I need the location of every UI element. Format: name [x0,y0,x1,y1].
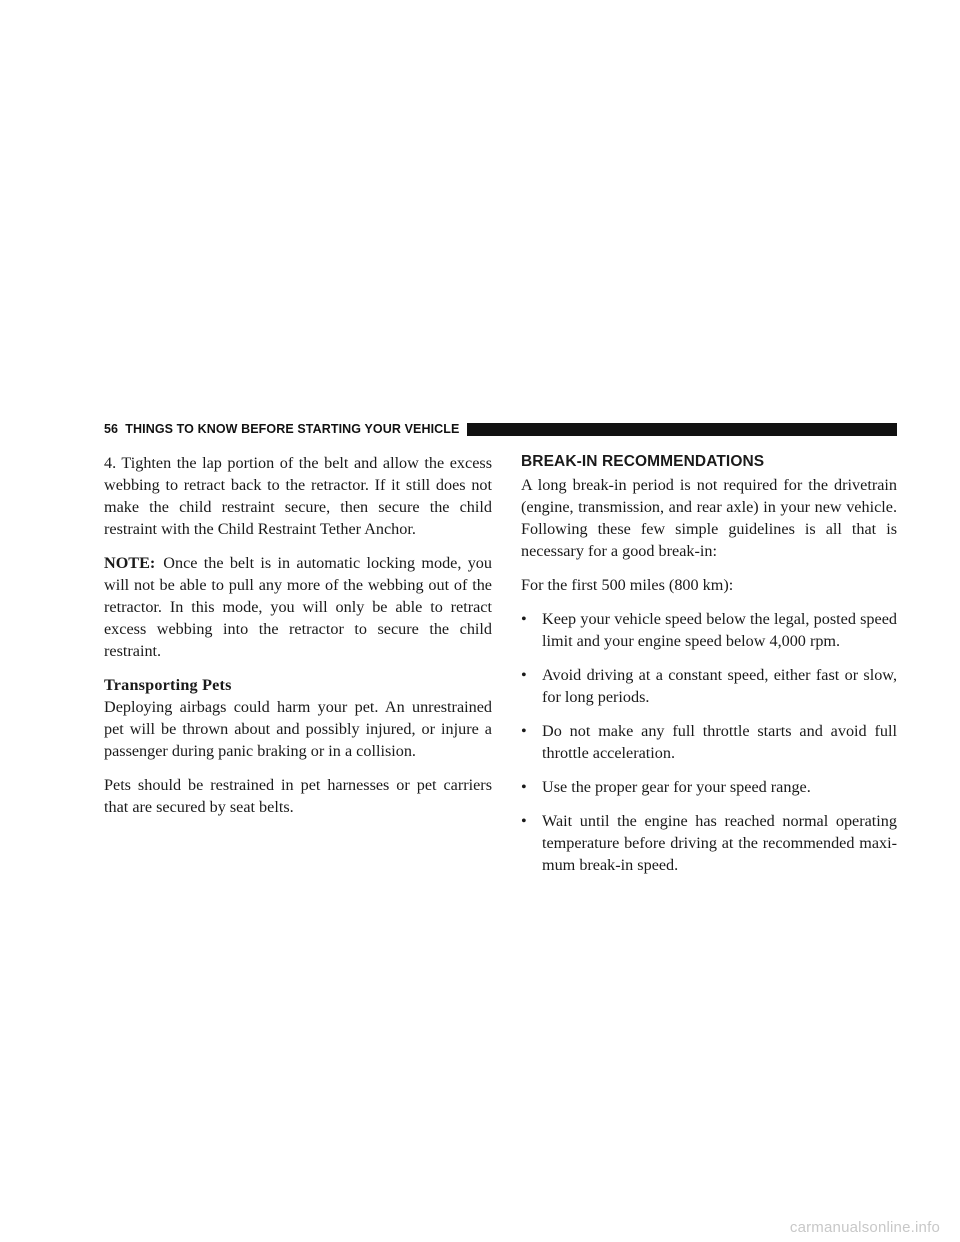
list-item [521,776,897,798]
note-paragraph [104,552,492,662]
list-item [521,608,897,652]
right-column [521,452,897,888]
list-item [521,664,897,708]
break-in-heading: BREAK-IN RECOMMENDATIONS [521,453,765,470]
bullet-icon: • [521,722,527,740]
pets-paragraph-1: Deploying airbags could harm your pet. An unrestrained pet will be thrown about and possibly injured, or injure a passenger during panic braking or in a collision. [104,698,492,760]
list-item-text: Wait until the engine has reached normal operating temperature before driving at the recommended maxi-mum break-in speed. [542,812,897,874]
break-in-intro: A long break-in period is not required for the drivetrain (engine, transmission, and rear axle) in your new vehicle. Following these few simple guidelines is all that is necessary for a good break-in: [521,476,897,560]
header-rule [467,423,897,436]
page-number: 56 [104,422,119,436]
pets-heading: Transporting Pets [104,676,232,694]
list-item [521,810,897,876]
bullet-icon: • [521,778,527,796]
left-column [104,452,492,830]
list-item-text: Do not make any full throttle starts and avoid full throttle acceleration. [542,722,897,762]
chapter-title: THINGS TO KNOW BEFORE STARTING YOUR VEHICLE [125,422,460,436]
header-title [104,422,459,436]
list-item-text: Avoid driving at a constant speed, either fast or slow, for long periods. [542,666,897,706]
bullet-icon: • [521,610,527,628]
list-item-text: Keep your vehicle speed below the legal, posted speed limit and your engine speed below 4,000 rpm. [542,610,897,650]
list-item-text: Use the proper gear for your speed range. [542,778,811,796]
step-4-paragraph: 4. Tighten the lap portion of the belt and allow the excess webbing to retract back to the retractor. If it still does not make the child restraint secure, then secure the child restraint with the Child Restraint Tether Anchor. [104,454,492,538]
bullet-icon: • [521,812,527,830]
first-miles-paragraph: For the first 500 miles (800 km): [521,576,734,594]
page-header [104,418,897,440]
break-in-list [521,608,897,876]
list-item [521,720,897,764]
pets-paragraph-2: Pets should be restrained in pet harnesses or pet carriers that are secured by seat belts. [104,776,492,816]
note-label: NOTE: [104,554,156,572]
watermark: carmanualsonline.info [789,1219,940,1236]
note-text: Once the belt is in automatic locking mode, you will not be able to pull any more of the webbing out of the retractor. In this mode, you will only be able to retract excess webbing into the retractor to secure the child restraint. [104,554,492,660]
bullet-icon: • [521,666,527,684]
